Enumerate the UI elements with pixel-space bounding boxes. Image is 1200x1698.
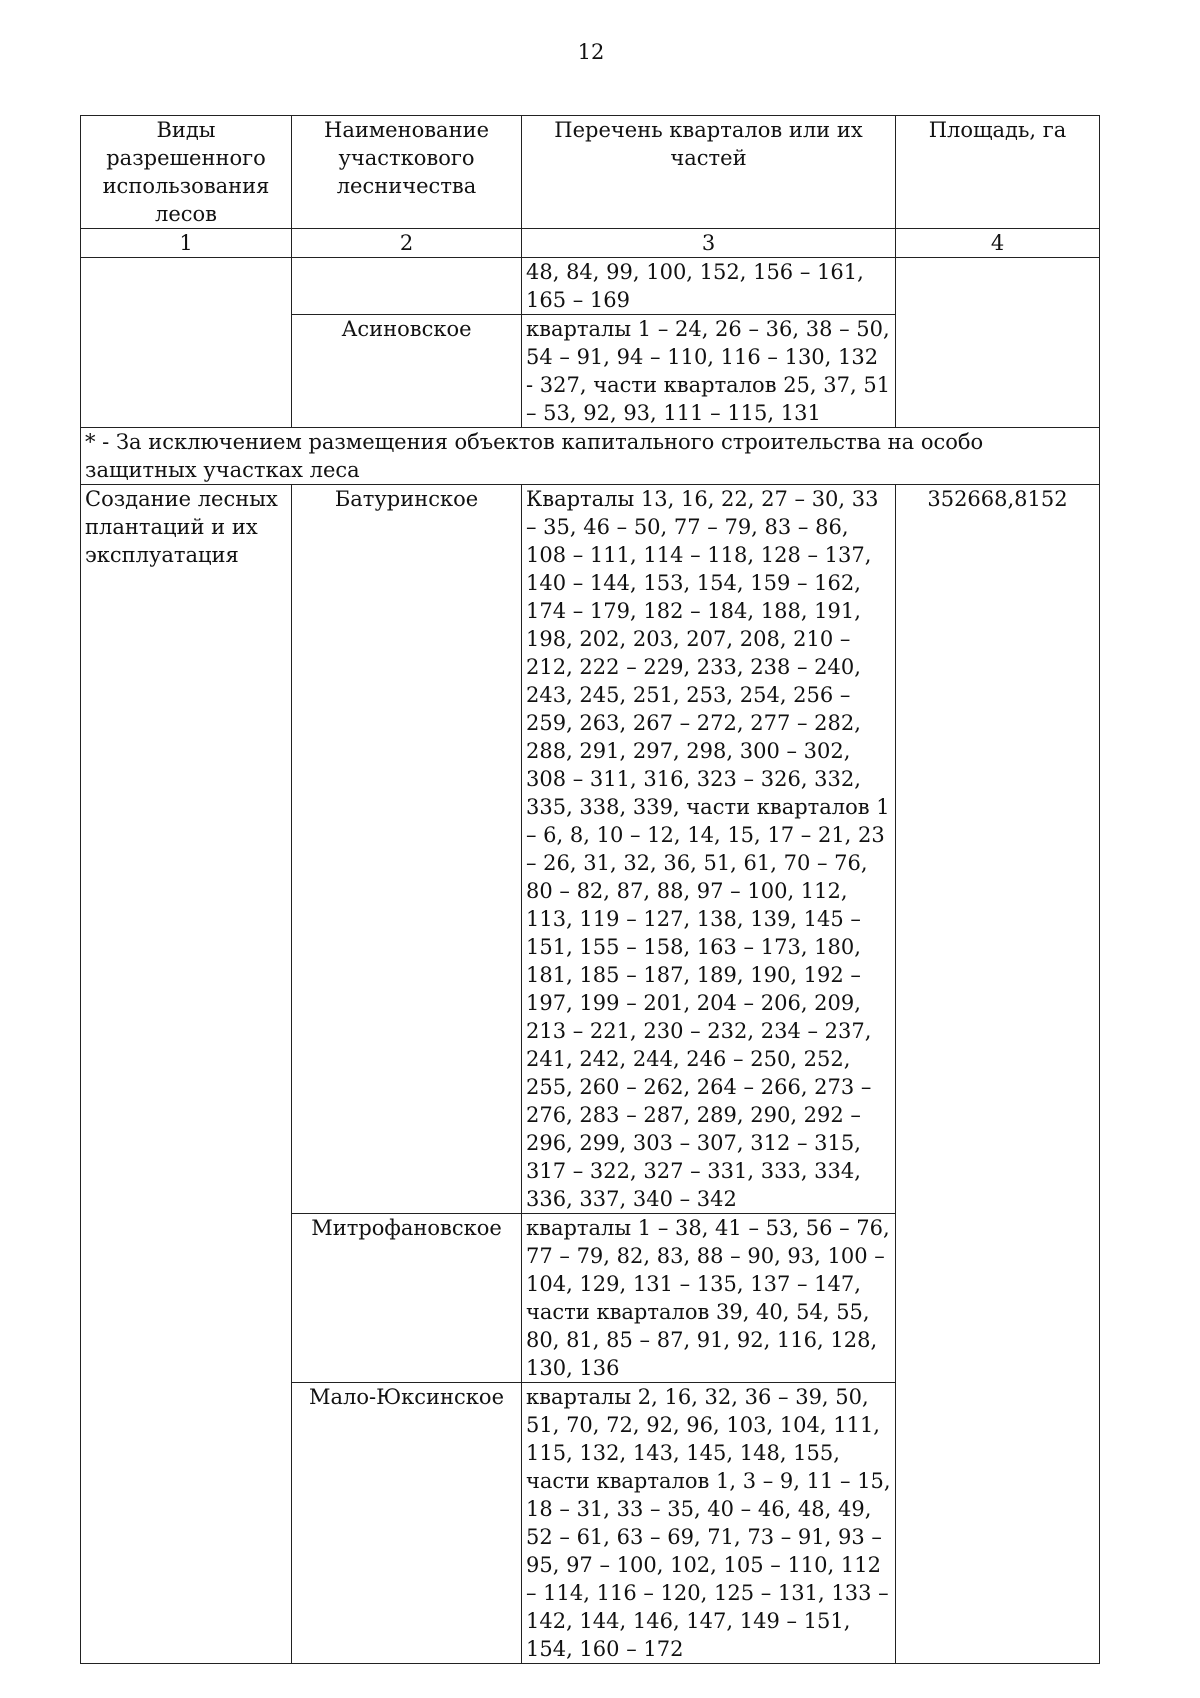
page-number: 12 (577, 40, 605, 64)
forestry-cell: Асиновское (292, 315, 522, 428)
column-number: 4 (896, 229, 1100, 258)
area-cell: 352668,8152 (896, 485, 1100, 1664)
forest-use-table (80, 115, 1100, 1664)
quarters-cell: кварталы 1 – 38, 41 – 53, 56 – 76, 77 – 79, 82, 83, 88 – 90, 93, 100 – 104, 129, 131 – 135, 137 – 147, части кварталов 39, 40, 54, 55, 80, 81, 85 – 87, 91, 92, 116, 128, 130, 136 (522, 1214, 896, 1383)
forestry-cell: Митрофановское (292, 1214, 522, 1383)
header-area: Площадь, га (896, 116, 1100, 229)
header-forestry: Наименование участкового лесничества (292, 116, 522, 229)
footnote: * - За исключением размещения объектов капитального строительства на особо защитных участках леса (81, 428, 1100, 485)
table-row (81, 258, 1100, 315)
header-row (81, 116, 1100, 229)
quarters-cell: кварталы 1 – 24, 26 – 36, 38 – 50, 54 – 91, 94 – 110, 116 – 130, 132 - 327, части кварталов 25, 37, 51 – 53, 92, 93, 111 – 115, 131 (522, 315, 896, 428)
forestry-cell (292, 258, 522, 315)
note-row (81, 428, 1100, 485)
header-quarters: Перечень кварталов или их частей (522, 116, 896, 229)
header-use-type: Виды разрешенного использования лесов (81, 116, 292, 229)
table-row (81, 485, 1100, 1214)
quarters-cell: Кварталы 13, 16, 22, 27 – 30, 33 – 35, 46 – 50, 77 – 79, 83 – 86, 108 – 111, 114 – 118, 128 – 137, 140 – 144, 153, 154, 159 – 162, 174 – 179, 182 – 184, 188, 191, 198, 202, 203, 207, 208, 210 – 212, 222 – 229, 233, 238 – 240, 243, 245, 251, 253, 254, 256 – 259, 263, 267 – 272, 277 – 282, 288, 291, 297, 298, 300 – 302, 308 – 311, 316, 323 – 326, 332, 335, 338, 339, части кварталов 1 – 6, 8, 10 – 12, 14, 15, 17 – 21, 23 – 26, 31, 32, 36, 51, 61, 70 – 76, 80 – 82, 87, 88, 97 – 100, 112, 113, 119 – 127, 138, 139, 145 – 151, 155 – 158, 163 – 173, 180, 181, 185 – 187, 189, 190, 192 – 197, 199 – 201, 204 – 206, 209, 213 – 221, 230 – 232, 234 – 237, 241, 242, 244, 246 – 250, 252, 255, 260 – 262, 264 – 266, 273 – 276, 283 – 287, 289, 290, 292 – 296, 299, 303 – 307, 312 – 315, 317 – 322, 327 – 331, 333, 334, 336, 337, 340 – 342 (522, 485, 896, 1214)
column-number: 1 (81, 229, 292, 258)
use-type-cell-empty (81, 258, 292, 428)
column-number: 2 (292, 229, 522, 258)
quarters-cell: 48, 84, 99, 100, 152, 156 – 161, 165 – 169 (522, 258, 896, 315)
forestry-cell: Мало-Юксинское (292, 1383, 522, 1664)
forestry-cell: Батуринское (292, 485, 522, 1214)
quarters-cell: кварталы 2, 16, 32, 36 – 39, 50, 51, 70, 72, 92, 96, 103, 104, 111, 115, 132, 143, 145, 148, 155, части кварталов 1, 3 – 9, 11 – 15, 18 – 31, 33 – 35, 40 – 46, 48, 49, 52 – 61, 63 – 69, 71, 73 – 91, 93 – 95, 97 – 100, 102, 105 – 110, 112 – 114, 116 – 120, 125 – 131, 133 – 142, 144, 146, 147, 149 – 151, 154, 160 – 172 (522, 1383, 896, 1664)
column-number: 3 (522, 229, 896, 258)
area-cell-empty (896, 258, 1100, 428)
column-number-row (81, 229, 1100, 258)
use-type-cell: Создание лесных плантаций и их эксплуатация (81, 485, 292, 1664)
